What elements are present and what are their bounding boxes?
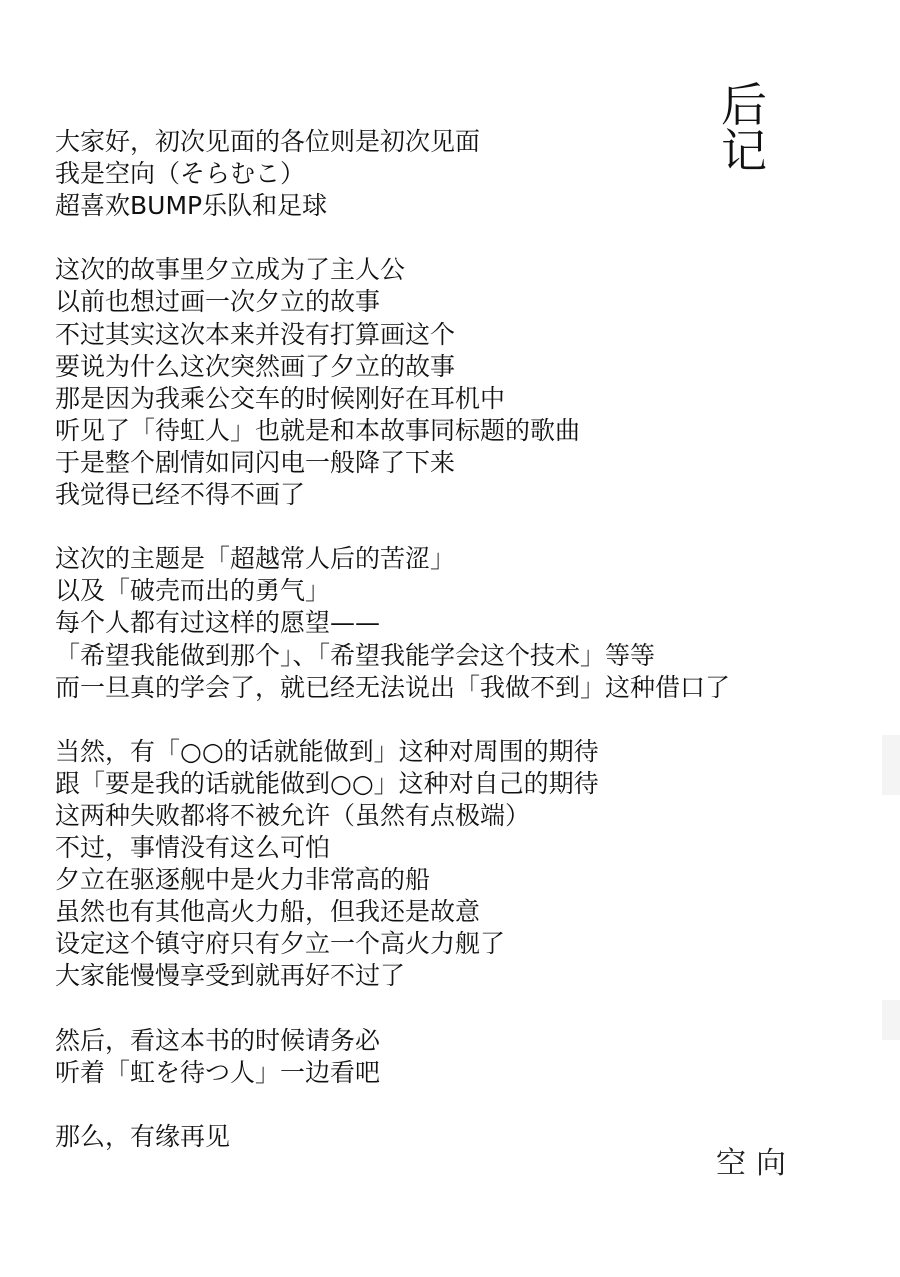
text-line: 「希望我能做到那个」、「希望我能学会这个技术」等等 xyxy=(55,640,656,670)
text-line: 听着「虹を待つ人」一边看吧 xyxy=(55,1057,381,1087)
text-line: 我觉得已经不得不画了 xyxy=(55,480,306,510)
text-line: 当然，有「○○的话就能做到」这种对周围的期待 xyxy=(55,736,599,766)
text-line: 要说为什么这次突然画了夕立的故事 xyxy=(55,351,456,381)
text-line: 于是整个剧情如同闪电一般降了下来 xyxy=(55,447,456,477)
paragraph-gap xyxy=(55,1089,875,1121)
text-line: 以及「破壳而出的勇气」 xyxy=(55,576,331,606)
paragraph-gap xyxy=(55,704,875,736)
title-char-1: 后 xyxy=(721,78,767,132)
paragraph-gap xyxy=(55,993,875,1025)
text-line: 设定这个镇守府只有夕立一个高火力舰了 xyxy=(55,929,506,959)
text-line: 夕立在驱逐舰中是火力非常高的船 xyxy=(55,865,431,895)
scan-edge-mark xyxy=(882,735,900,795)
text-line: 不过，事情没有这么可怕 xyxy=(55,833,331,863)
text-line: 那是因为我乘公交车的时候刚好在耳机中 xyxy=(55,383,506,413)
paragraph-5 xyxy=(55,1025,875,1089)
paragraph-2 xyxy=(55,254,875,511)
text-line: 大家好，初次见面的各位则是初次见面 xyxy=(55,127,481,156)
paragraph-4 xyxy=(55,736,875,993)
text-line: 而一旦真的学会了，就已经无法说出「我做不到」这种借口了 xyxy=(55,672,731,702)
text-line: 然后，看这本书的时候请务必 xyxy=(55,1025,381,1055)
paragraph-gap xyxy=(55,222,875,254)
paragraph-gap xyxy=(55,511,875,543)
title-char-2: 记 xyxy=(721,124,767,178)
text-line: 那么，有缘再见 xyxy=(55,1121,231,1151)
text-line: 超喜欢BUMP乐队和足球 xyxy=(55,191,328,221)
text-line: 不过其实这次本来并没有打算画这个 xyxy=(55,319,456,349)
paragraph-3 xyxy=(55,543,875,703)
paragraph-1 xyxy=(55,126,875,222)
text-line: 听见了「待虹人」也就是和本故事同标题的歌曲 xyxy=(55,415,581,445)
text-line: 这次的主题是「超越常人后的苦涩」 xyxy=(55,544,456,574)
text-line: 每个人都有过这样的愿望—— xyxy=(55,608,381,638)
text-line: 这两种失败都将不被允许（虽然有点极端） xyxy=(55,800,531,830)
text-line: 大家能慢慢享受到就再好不过了 xyxy=(55,961,406,991)
text-line: 我是空向（そらむこ） xyxy=(55,159,306,189)
afterword-body xyxy=(55,126,875,1153)
author-signature: 空向 xyxy=(716,1146,796,1181)
text-line: 以前也想过画一次夕立的故事 xyxy=(55,287,381,317)
scan-edge-mark xyxy=(882,1000,900,1040)
text-line: 这次的故事里夕立成为了主人公 xyxy=(55,255,406,285)
text-line: 跟「要是我的话就能做到○○」这种对自己的期待 xyxy=(55,768,599,798)
text-line: 虽然也有其他高火力船，但我还是故意 xyxy=(55,897,481,927)
